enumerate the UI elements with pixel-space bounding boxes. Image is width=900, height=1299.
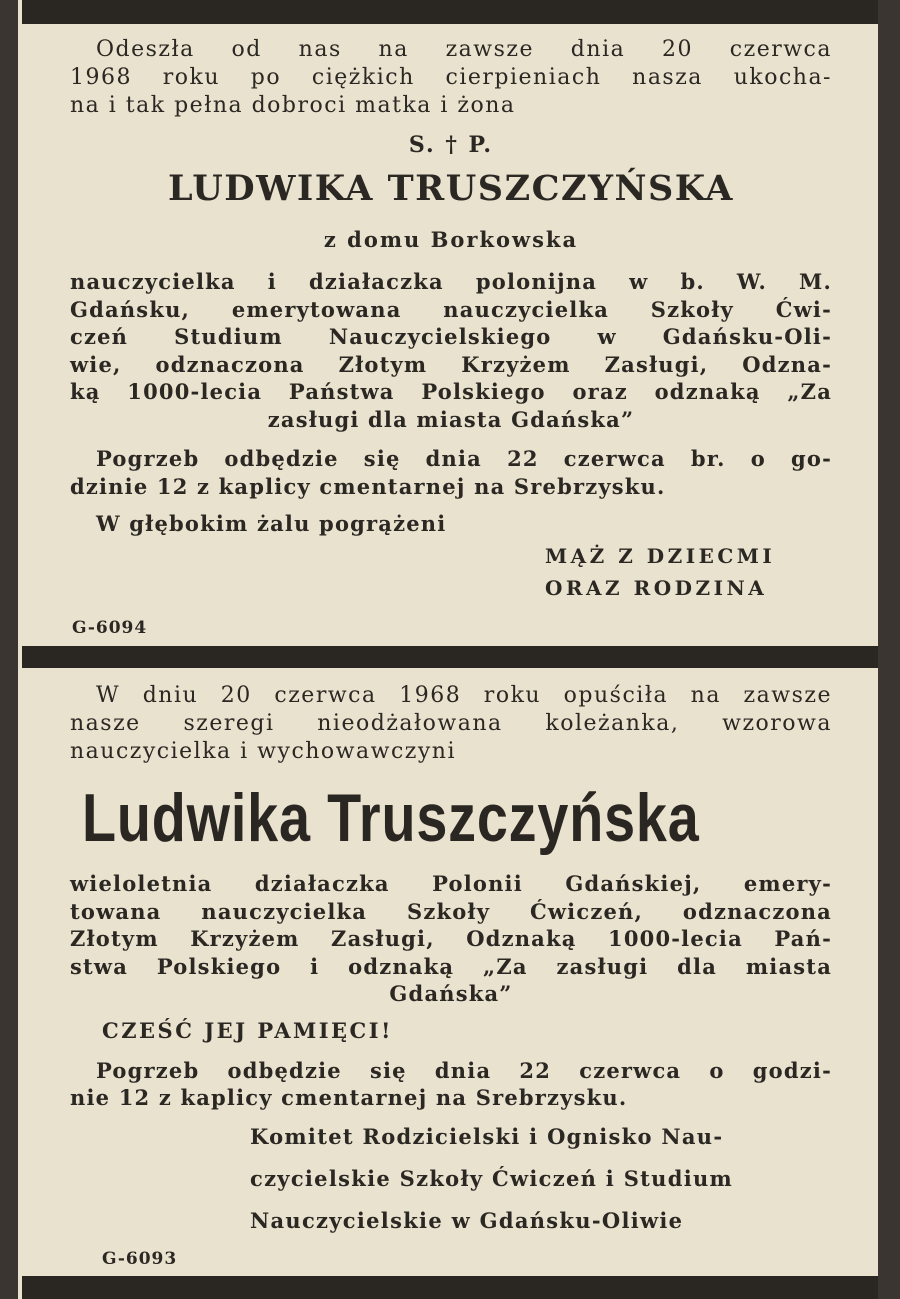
bio-line: Gdańsku, emerytowana nauczycielka Szkoły Ćwi- <box>70 296 832 322</box>
funeral-line: Pogrzeb odbędzie się dnia 22 czerwca br. o go- <box>96 446 832 471</box>
obituary-notice-school <box>70 682 832 1238</box>
intro-paragraph <box>70 682 832 766</box>
biography-paragraph <box>70 268 832 433</box>
bio-line: nauczycielka i działaczka polonijna w b. W. M. <box>70 269 832 294</box>
bio-line: czeń Studium Nauczycielskiego w Gdańsku-Oli- <box>70 324 832 349</box>
intro-line: na i tak pełna dobroci matka i żona <box>70 93 516 118</box>
funeral-info <box>70 1057 832 1112</box>
middle-divider-bar <box>22 646 878 668</box>
top-border-bar <box>22 0 878 24</box>
notice-code: G-6094 <box>72 618 148 638</box>
intro-line: nasze szeregi nieodżałowana koleżanka, wzorowa <box>70 711 832 736</box>
funeral-line: nie 12 z kaplicy cmentarnej na Srebrzysku. <box>70 1085 628 1110</box>
signature-line: ORAZ RODZINA <box>545 575 768 600</box>
right-border-rule <box>878 0 900 1299</box>
deceased-name-large: Ludwika Truszczyńska <box>82 780 700 856</box>
biography-paragraph <box>70 870 832 1008</box>
bottom-border-bar <box>22 1276 878 1299</box>
intro-line: nauczycielka i wychowawczyni <box>70 739 456 764</box>
intro-paragraph <box>70 36 832 120</box>
signature-line: Nauczycielskie w Gdańsku-Oliwie <box>250 1207 684 1233</box>
funeral-line: dzinie 12 z kaplicy cmentarnej na Srebrzysku. <box>70 473 666 499</box>
signature-line: Komitet Rodzicielski i Ognisko Nau- <box>250 1123 724 1149</box>
bio-line: ką 1000-lecia Państwa Polskiego oraz odznaką „Za <box>70 379 832 404</box>
bio-line: wie, odznaczona Złotym Krzyżem Zasługi, Odzna- <box>70 351 832 377</box>
bio-line: Złotym Krzyżem Zasługi, Odznaką 1000-lecia Pań- <box>70 926 832 951</box>
bio-line: towana nauczycielka Szkoły Ćwiczeń, odznaczona <box>70 898 832 924</box>
maiden-name: z domu Borkowska <box>323 227 579 252</box>
stp-heading: S. † P. <box>408 132 494 158</box>
committee-signature <box>70 1120 832 1238</box>
intro-line: Odeszła od nas na zawsze dnia 20 czerwca <box>96 37 832 62</box>
funeral-line: Pogrzeb odbędzie się dnia 22 czerwca o godzi- <box>96 1057 832 1083</box>
bio-line: stwa Polskiego i odznaką „Za zasługi dla miasta <box>70 953 832 979</box>
bio-line: Gdańska” <box>389 981 513 1006</box>
deceased-name: LUDWIKA TRUSZCZYŃSKA <box>168 168 734 209</box>
bio-line: zasługi dla miasta Gdańska” <box>267 406 635 432</box>
intro-line: 1968 roku po ciężkich cierpieniach nasza ukocha- <box>70 65 832 90</box>
funeral-info <box>70 445 832 500</box>
left-border-rule <box>0 0 18 1299</box>
signature-line: czycielskie Szkoły Ćwiczeń i Studium <box>250 1165 734 1191</box>
intro-line: W dniu 20 czerwca 1968 roku opuściła na zawsze <box>96 683 832 708</box>
family-signature <box>70 542 832 602</box>
honor-line: CZEŚĆ JEJ PAMIĘCI! <box>102 1017 393 1043</box>
grief-line: W głębokim żalu pogrążeni <box>96 511 447 536</box>
bio-line: wieloletnia działaczka Polonii Gdańskiej, emery- <box>70 871 832 896</box>
notice-code: G-6093 <box>102 1249 178 1269</box>
obituary-notice-family <box>70 36 832 602</box>
signature-line: MĄŻ Z DZIECMI <box>545 543 776 568</box>
